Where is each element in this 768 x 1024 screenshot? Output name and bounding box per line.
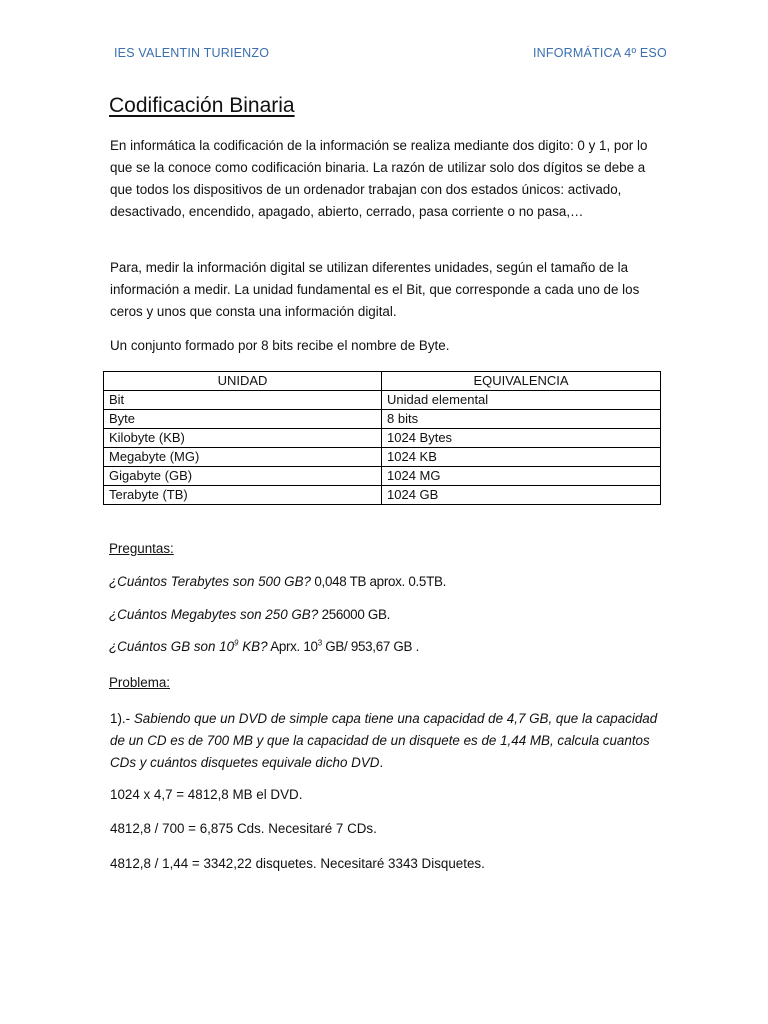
table-cell: Gigabyte (GB) xyxy=(104,467,382,486)
table-cell: 8 bits xyxy=(382,410,661,429)
page-title: Codificación Binaria xyxy=(109,94,295,117)
table-cell: 1024 MG xyxy=(382,467,661,486)
calculation-cds: 4812,8 / 700 = 6,875 Cds. Necesitaré 7 CDs. xyxy=(110,821,377,836)
question-3 xyxy=(109,639,419,654)
table-cell: Megabyte (MG) xyxy=(104,448,382,467)
table-cell: Unidad elemental xyxy=(382,391,661,410)
preguntas-heading: Preguntas: xyxy=(109,541,174,556)
table-row xyxy=(104,429,661,448)
problema-heading: Problema: xyxy=(109,675,171,690)
table-cell: Terabyte (TB) xyxy=(104,486,382,505)
exponent: 9 xyxy=(234,638,239,648)
question-2 xyxy=(109,607,390,622)
problem-statement xyxy=(110,708,662,774)
header-course: INFORMÁTICA 4º ESO xyxy=(533,46,667,60)
table-cell: Kilobyte (KB) xyxy=(104,429,382,448)
problem-text: Sabiendo que un DVD de simple capa tiene una capacidad de 4,7 GB, que la capacidad de un CD es de 700 MB y que la capacidad de un disquete es de 1,44 MB, calcula cuantos CDs y cuántos disquetes equivale dicho DVD xyxy=(110,711,658,770)
calculation-disquetes: 4812,8 / 1,44 = 3342,22 disquetes. Necesitaré 3343 Disquetes. xyxy=(110,856,485,871)
answer-text: 0,048 TB aprox. 0.5TB. xyxy=(310,574,447,589)
table-row xyxy=(104,486,661,505)
answer-text-pre: Aprx. 10 xyxy=(267,639,318,654)
table-cell: Byte xyxy=(104,410,382,429)
table-cell: 1024 Bytes xyxy=(382,429,661,448)
units-table xyxy=(103,371,661,505)
question-1 xyxy=(109,574,446,589)
problem-number: 1).- xyxy=(110,711,131,726)
header-school: IES VALENTIN TURIENZO xyxy=(114,46,270,60)
table-row xyxy=(104,467,661,486)
answer-text: 256000 GB. xyxy=(318,607,391,622)
intro-paragraph: En informática la codificación de la información se realiza mediante dos digito: 0 y 1, por lo que se la conoce como codificación binaria. La razón de utilizar solo dos dígitos se debe a que todos los dispositivos de un ordenador trabajan con dos estados únicos: activado, desactivado, encendido, apagado, abierto, cerrado, pasa corriente o no pasa,… xyxy=(110,138,648,219)
answer-text-post: GB/ 953,67 GB . xyxy=(321,639,420,654)
table-cell: 1024 GB xyxy=(382,486,661,505)
column-header-equivalencia: EQUIVALENCIA xyxy=(382,372,661,391)
table-row xyxy=(104,391,661,410)
table-row xyxy=(104,448,661,467)
question-text: ¿Cuántos Terabytes son 500 GB? xyxy=(109,574,311,589)
calculation-dvd: 1024 x 4,7 = 4812,8 MB el DVD. xyxy=(110,787,303,802)
table-header-row xyxy=(104,372,661,391)
table-cell: Bit xyxy=(104,391,382,410)
table-cell: 1024 KB xyxy=(382,448,661,467)
byte-paragraph: Un conjunto formado por 8 bits recibe el nombre de Byte. xyxy=(110,338,450,353)
problem-text-end: . xyxy=(379,755,384,770)
exponent: 3 xyxy=(317,638,322,648)
question-text-pre: ¿Cuántos GB son 10 xyxy=(109,639,235,654)
answer-text xyxy=(268,639,420,654)
column-header-unidad: UNIDAD xyxy=(104,372,382,391)
units-paragraph: Para, medir la información digital se utilizan diferentes unidades, según el tamaño de la información a medir. La unidad fundamental es el Bit, que corresponde a cada uno de los ceros y unos que consta una información digital. xyxy=(110,260,640,319)
question-text xyxy=(109,639,268,654)
question-text: ¿Cuántos Megabytes son 250 GB? xyxy=(109,607,319,622)
question-text-post: KB? xyxy=(238,639,268,654)
table-row xyxy=(104,410,661,429)
